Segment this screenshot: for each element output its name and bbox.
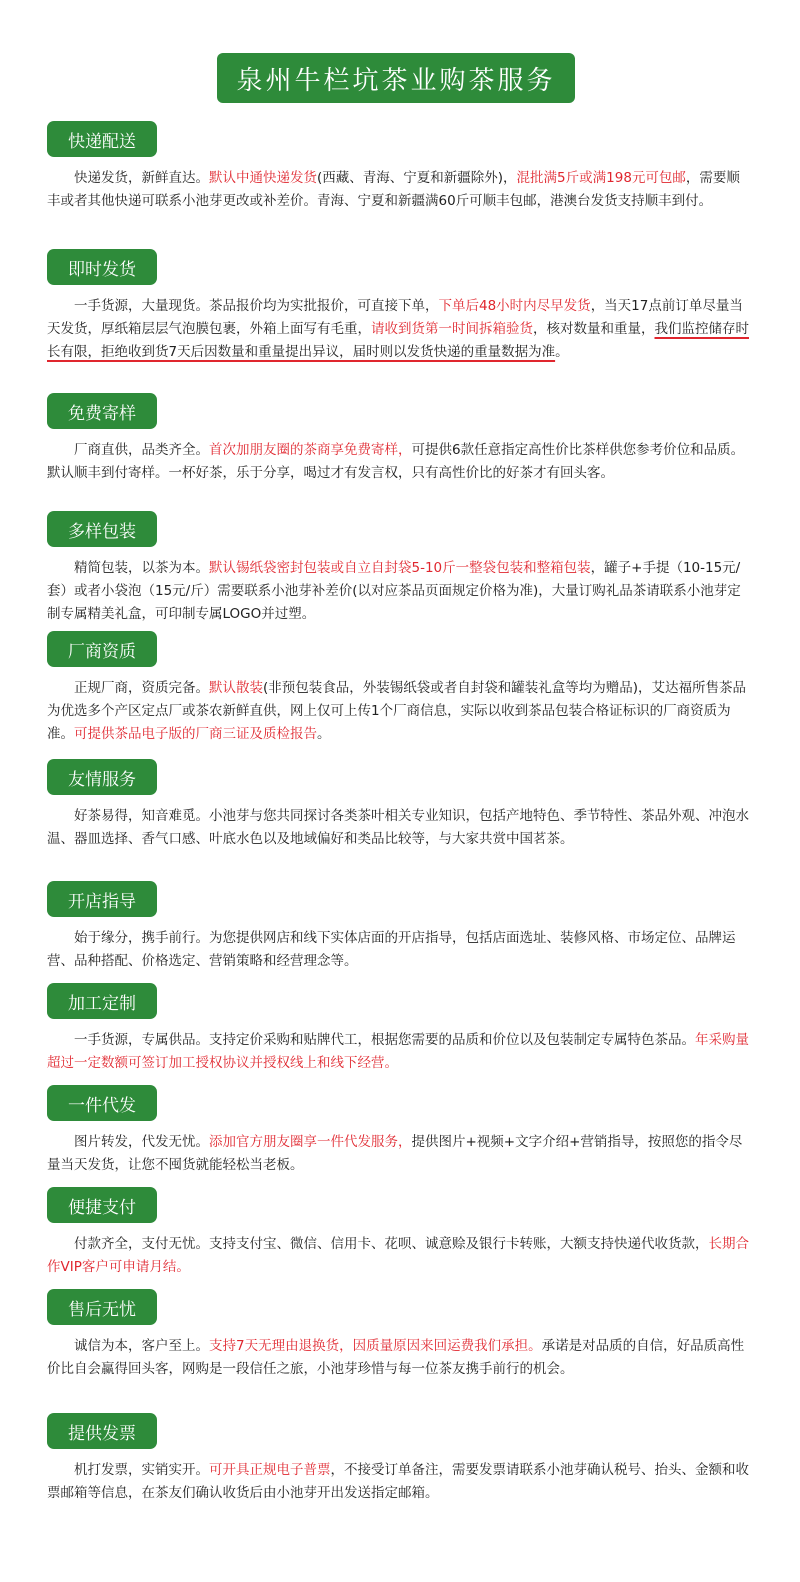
section-paragraph [47,677,753,746]
section-paragraph [47,1233,753,1279]
highlight-text: 默认中通快递发货 [209,170,317,186]
section-tag: 快递配送 [47,121,157,157]
body-text: 付款齐全，支付无忧。支持支付宝、微信、信用卡、花呗、诚意赊及银行卡转账，大额支持快递代收货款， [74,1236,709,1252]
body-text: 正规厂商，资质完备。 [74,680,209,696]
highlight-text: 添加官方朋友圈享一件代发服务， [209,1134,412,1150]
section-tag: 多样包装 [47,511,157,547]
body-text: ，核对数量和重量， [533,321,655,337]
body-text: 承诺是对品质的自信，好品质高性价比自会赢得回头客，网购是一段信任之旅，小池芽珍惜与每一位茶友携手前行的机会。 [47,1338,745,1377]
body-text: 好茶易得，知音难觅。小池芽与您共同探讨各类茶叶相关专业知识，包括产地特色、季节特性、茶品外观、冲泡水温、器皿选择、香气口感、叶底水色以及地域偏好和类品比较等，与大家共赏中国茗茶。 [47,808,749,847]
section-paragraph [47,927,753,973]
section-paragraph [47,1029,753,1075]
highlight-text: 支持7天无理由退换货，因质量原因来回运费我们承担。 [209,1338,542,1354]
highlight-text: 可开具正规电子普票 [209,1462,331,1478]
section-paragraph [47,557,753,626]
body-text: 厂商直供，品类齐全。 [74,442,209,458]
section-paragraph [47,1335,753,1381]
body-text: (非预包装食品，外装锡纸袋或者自封袋和罐装礼盒等均为赠品)，艾达福所售茶品为优选多个产区定点厂或茶农新鲜直供，网上仅可上传1个厂商信息，实际以收到茶品包装合格证标识的厂商资质为准。 [47,680,747,742]
section-paragraph [47,805,753,851]
page-title: 泉州牛栏坑茶业购茶服务 [217,53,575,103]
highlight-text: 可提供茶品电子版的厂商三证及质检报告 [74,726,317,742]
body-text: 诚信为本，客户至上。 [74,1338,209,1354]
section-tag: 即时发货 [47,249,157,285]
section-paragraph [47,1131,753,1177]
highlight-text: 混批满5斤或满198元可包邮 [516,170,686,186]
section-tag: 厂商资质 [47,631,157,667]
highlight-text: 首次加朋友圈的茶商享免费寄样， [209,442,412,458]
highlight-text: 默认散装 [209,680,263,696]
highlight-text: 下单后48小时内尽早发货 [438,298,591,314]
body-text: ，不接受订单备注，需要发票请联系小池芽确认税号、抬头、金额和收票邮箱等信息，在茶友们确认收货后由小池芽开出发送指定邮箱。 [47,1462,749,1501]
section-paragraph [47,167,753,213]
section-tag: 友情服务 [47,759,157,795]
section-paragraph [47,1459,753,1505]
body-text: 可提供6款任意指定高性价比茶样供您参考价位和品质。默认顺丰到付寄样。一杯好茶，乐于分享，喝过才有发言权，只有高性价比的好茶才有回头客。 [47,442,745,481]
section-tag: 加工定制 [47,983,157,1019]
body-text: 。 [555,344,569,360]
body-text: (西藏、青海、宁夏和新疆除外)， [317,170,517,186]
underlined-text: 我们监控储存时长有限，拒绝收到货7天后因数量和重量提出异议，届时则以发货快递的重量数据为准 [47,321,749,360]
highlight-text: 年采购量超过一定数额可签订加工授权协议并授权线上和线下经营。 [47,1032,749,1071]
body-text: 一手货源，专属供品。支持定价采购和贴牌代工，根据您需要的品质和价位以及包装制定专属特色茶品。 [74,1032,695,1048]
body-text: 提供图片+视频+文字介绍+营销指导，按照您的指令尽量当天发货，让您不囤货就能轻松当老板。 [47,1134,743,1173]
body-text: 快递发货，新鲜直达。 [74,170,209,186]
section-tag: 提供发票 [47,1413,157,1449]
body-text: ，罐子+手提（10-15元/套）或者小袋泡（15元/斤）需要联系小池芽补差价(以对应茶品页面规定价格为准)，大量订购礼品茶请联系小池芽定制专属精美礼盒，可印制专属LOGO并过塑。 [47,560,741,622]
section-tag: 便捷支付 [47,1187,157,1223]
section-tag: 免费寄样 [47,393,157,429]
section-tag: 一件代发 [47,1085,157,1121]
body-text: ，当天17点前订单尽量当天发货，厚纸箱层层气泡膜包裹，外箱上面写有毛重， [47,298,743,337]
body-text: 始于缘分，携手前行。为您提供网店和线下实体店面的开店指导，包括店面选址、装修风格、市场定位、品牌运营、品种搭配、价格选定、营销策略和经营理念等。 [47,930,736,969]
section-paragraph [47,439,753,485]
highlight-text: 长期合作VIP客户可申请月结。 [47,1236,749,1275]
body-text: 一手货源，大量现货。茶品报价均为实批报价，可直接下单， [74,298,439,314]
body-text: 图片转发，代发无忧。 [74,1134,209,1150]
section-tag: 售后无忧 [47,1289,157,1325]
body-text: 机打发票，实销实开。 [74,1462,209,1478]
section-tag: 开店指导 [47,881,157,917]
highlight-text: 请收到货第一时间拆箱验货 [371,321,533,337]
body-text: 。 [317,726,331,742]
highlight-text: 默认锡纸袋密封包装或自立自封袋5-10斤一整袋包装和整箱包装 [209,560,591,576]
body-text: 精简包装，以茶为本。 [74,560,209,576]
section-paragraph [47,295,753,364]
body-text: ，需要顺丰或者其他快递可联系小池芽更改或补差价。青海、宁夏和新疆满60斤可顺丰包邮，港澳台发货支持顺丰到付。 [47,170,740,209]
